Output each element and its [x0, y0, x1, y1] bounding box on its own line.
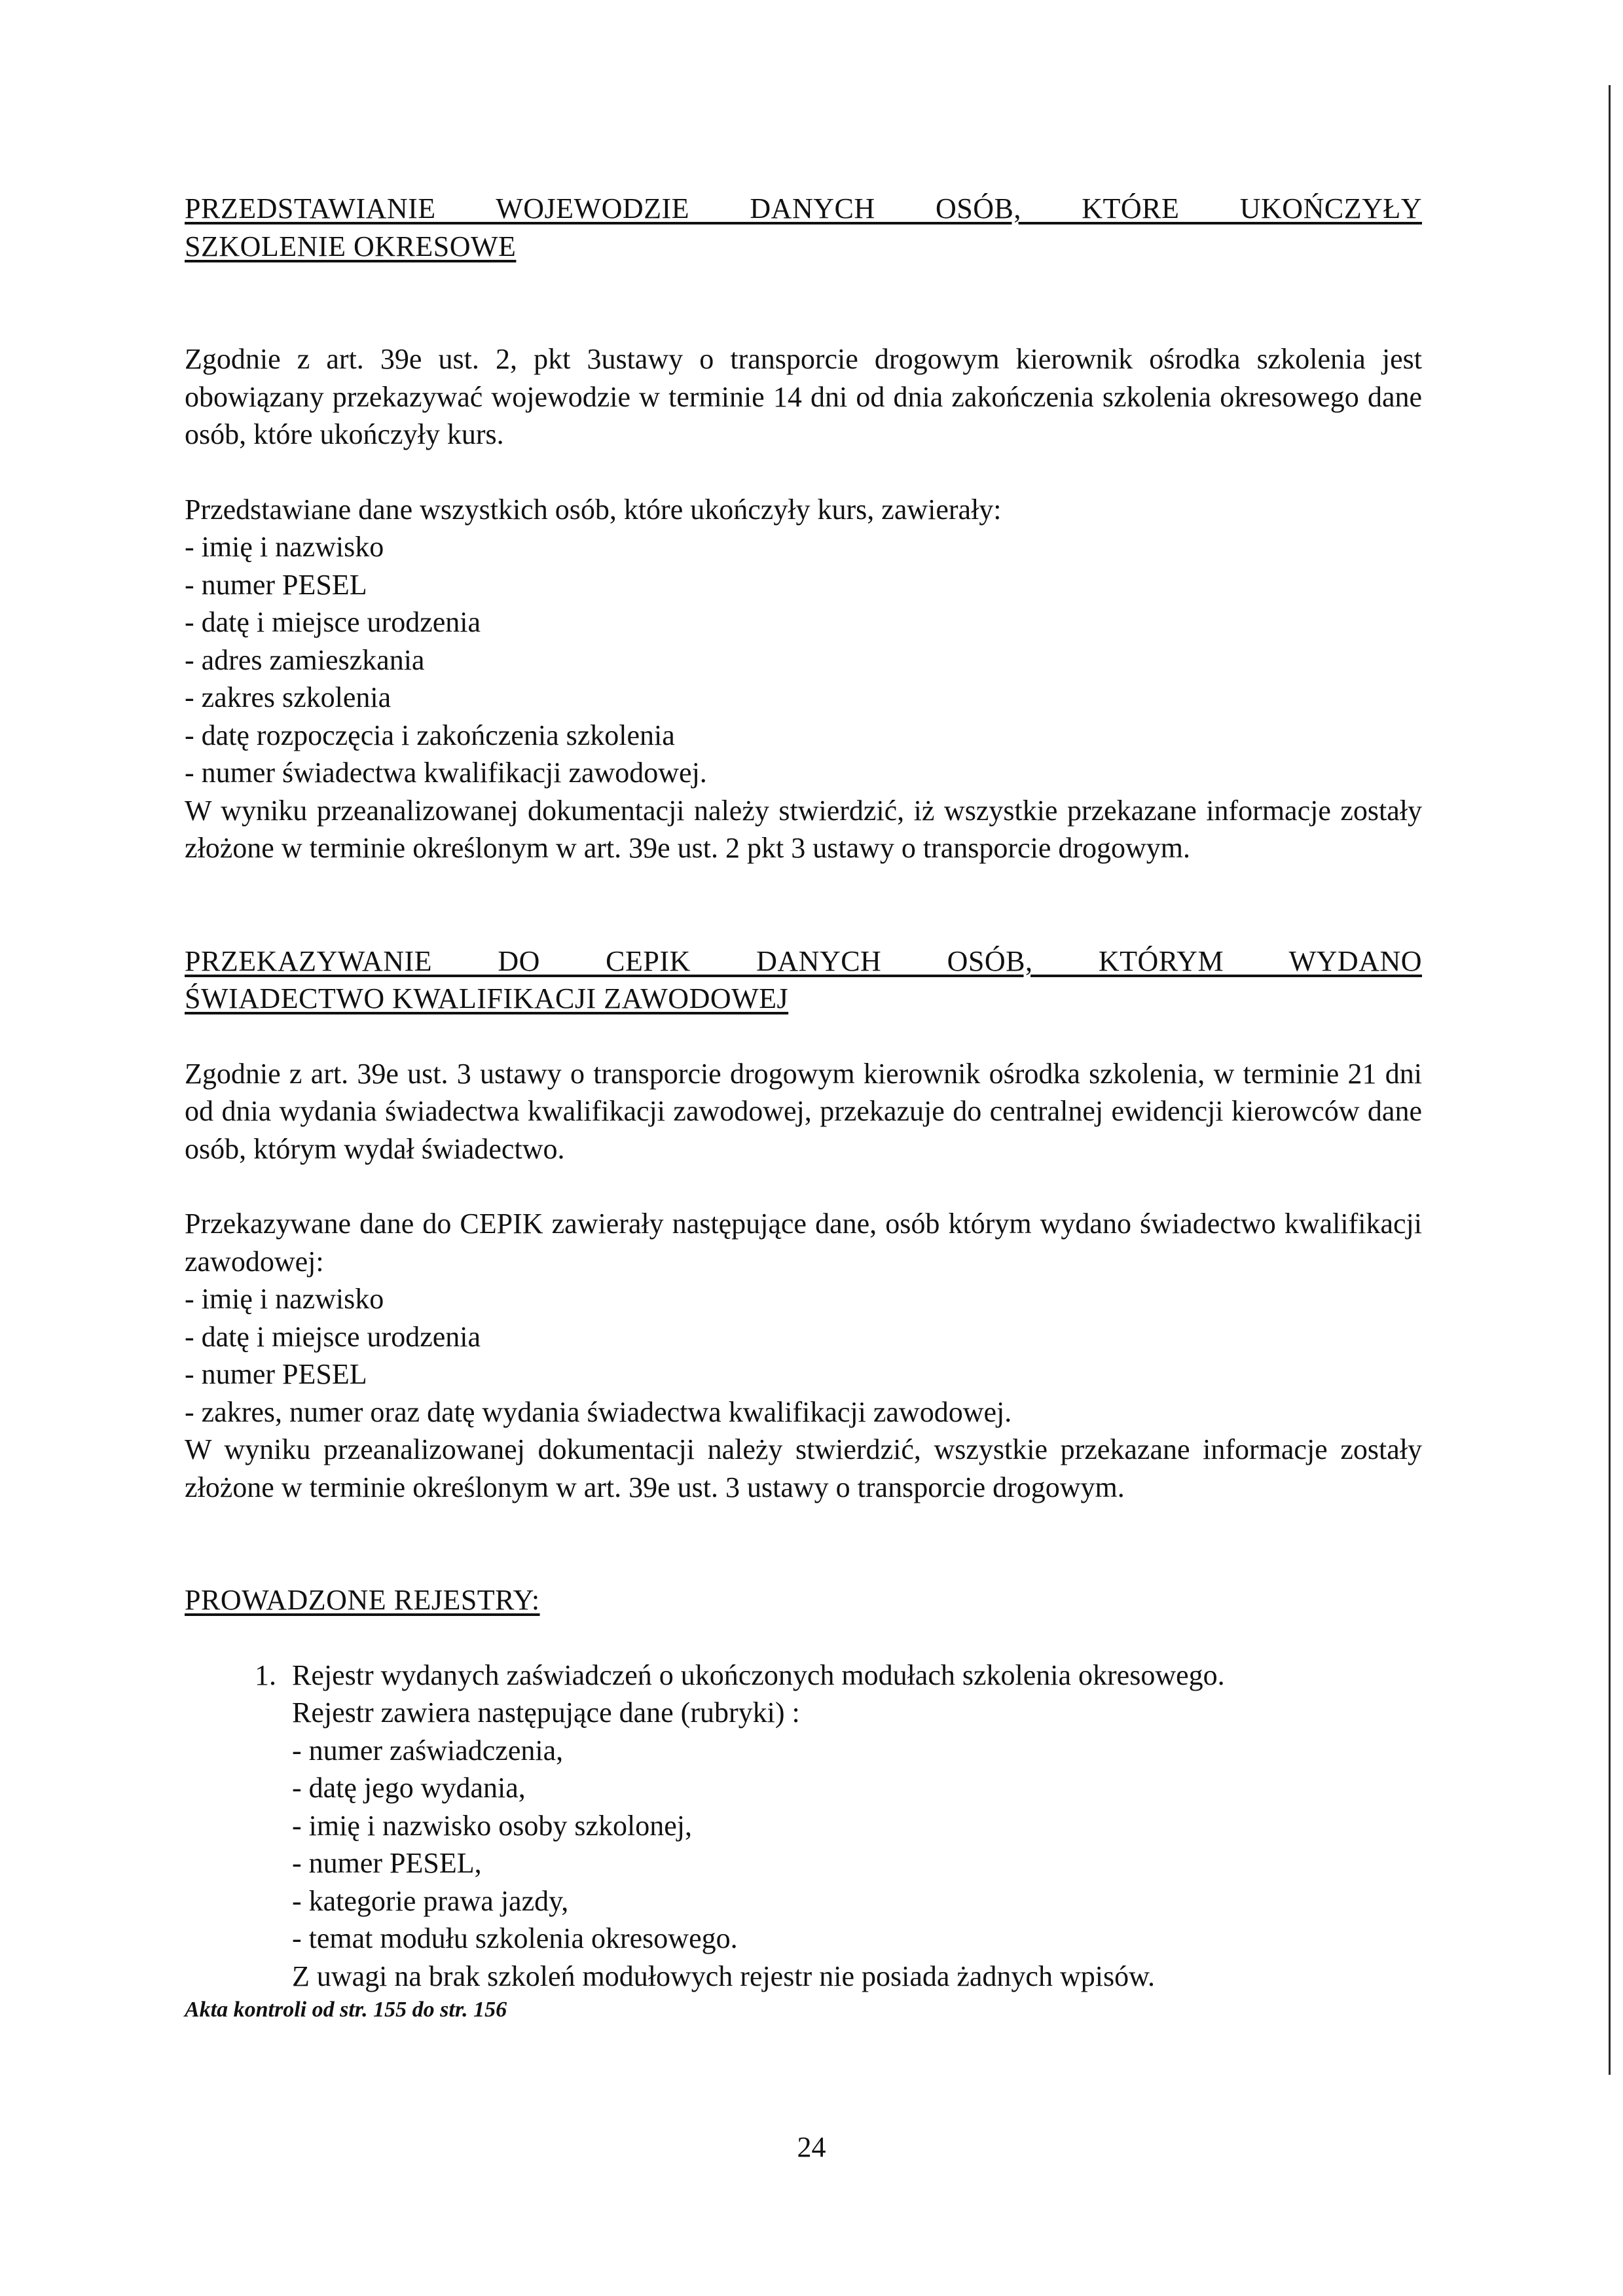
register-item-intro: Rejestr zawiera następujące dane (rubryki) : [292, 1696, 800, 1729]
list-item: - adres zamieszkania [185, 643, 425, 676]
files-reference-footnote: Akta kontroli od str. 155 do str. 156 [185, 1998, 507, 2022]
section2-list-intro: Przekazywane dane do CEPIK zawierały następujące dane, osób którym wydano świadectwo kwalifikacji zawodowej: [185, 1208, 1422, 1278]
section2-heading-line1: PRZEKAZYWANIE DO CEPIK DANYCH OSÓB, KTÓRYM WYDANO [185, 944, 1422, 977]
section1-list [185, 528, 1422, 792]
section1-paragraph: Zgodnie z art. 39e ust. 2, pkt 3ustawy o transporcie drogowym kierownik ośrodka szkolenia jest obowiązany przekazywać wojewodzie w terminie 14 dni od dnia zakończenia szkolenia okresowego dane osób, które ukończyły kurs. [185, 343, 1422, 450]
register-field: - numer PESEL, [292, 1847, 482, 1879]
section2-list [185, 1280, 1422, 1431]
list-item: - datę i miejsce urodzenia [185, 606, 481, 638]
register-field: - imię i nazwisko osoby szkolonej, [292, 1809, 693, 1842]
document-page [185, 190, 1422, 2025]
page-edge-line [1609, 85, 1611, 2075]
register-field: - temat modułu szkolenia okresowego. [292, 1922, 738, 1954]
section1-conclusion: W wyniku przeanalizowanej dokumentacji należy stwierdzić, iż wszystkie przekazane informacje zostały złożone w terminie określonym w art. 39e ust. 2 pkt 3 ustawy o transporcie drogowym. [185, 794, 1422, 864]
list-item: - zakres szkolenia [185, 681, 392, 713]
register-field: - numer zaświadczenia, [292, 1734, 564, 1767]
register-field: - kategorie prawa jazdy, [292, 1884, 569, 1917]
list-item: - imię i nazwisko [185, 531, 384, 563]
list-item: - numer PESEL [185, 568, 367, 601]
list-item: - numer PESEL [185, 1358, 367, 1390]
list-item: - datę i miejsce urodzenia [185, 1320, 481, 1353]
register-item-note: Z uwagi na brak szkoleń modułowych rejestr nie posiada żadnych wpisów. [292, 1960, 1156, 1992]
section1-heading-line2: SZKOLENIE OKRESOWE [185, 230, 517, 262]
section2-conclusion: W wyniku przeanalizowanej dokumentacji należy stwierdzić, wszystkie przekazane informacje zostały złożone w terminie określonym w art. 39e ust. 3 ustawy o transporcie drogowym. [185, 1433, 1422, 1503]
register-field: - datę jego wydania, [292, 1772, 526, 1804]
register-item-title: Rejestr wydanych zaświadczeń o ukończonych modułach szkolenia okresowego. [292, 1659, 1225, 1691]
section3-heading: PROWADZONE REJESTRY: [185, 1584, 540, 1616]
page-number: 24 [797, 2131, 826, 2163]
section1-heading-line1: PRZEDSTAWIANIE WOJEWODZIE DANYCH OSÓB, KTÓRE UKOŃCZYŁY [185, 192, 1422, 224]
section2-heading-line2: ŚWIADECTWO KWALIFIKACJI ZAWODOWEJ [185, 982, 789, 1014]
list-item: - datę rozpoczęcia i zakończenia szkolenia [185, 719, 675, 751]
section2-paragraph: Zgodnie z art. 39e ust. 3 ustawy o transporcie drogowym kierownik ośrodka szkolenia, w terminie 21 dni od dnia wydania świadectwa kwalifikacji zawodowej, przekazuje do centralnej ewidencji kierowców dane osób, którym wydał świadectwo. [185, 1057, 1422, 1165]
register-item-number: 1. [255, 1659, 276, 1691]
section1-list-intro: Przedstawiane dane wszystkich osób, które ukończyły kurs, zawierały: [185, 493, 1002, 526]
register-item [185, 1657, 1422, 1996]
list-item: - zakres, numer oraz datę wydania świadectwa kwalifikacji zawodowej. [185, 1395, 1012, 1428]
list-item: - imię i nazwisko [185, 1283, 384, 1315]
list-item: - numer świadectwa kwalifikacji zawodowej. [185, 757, 707, 789]
